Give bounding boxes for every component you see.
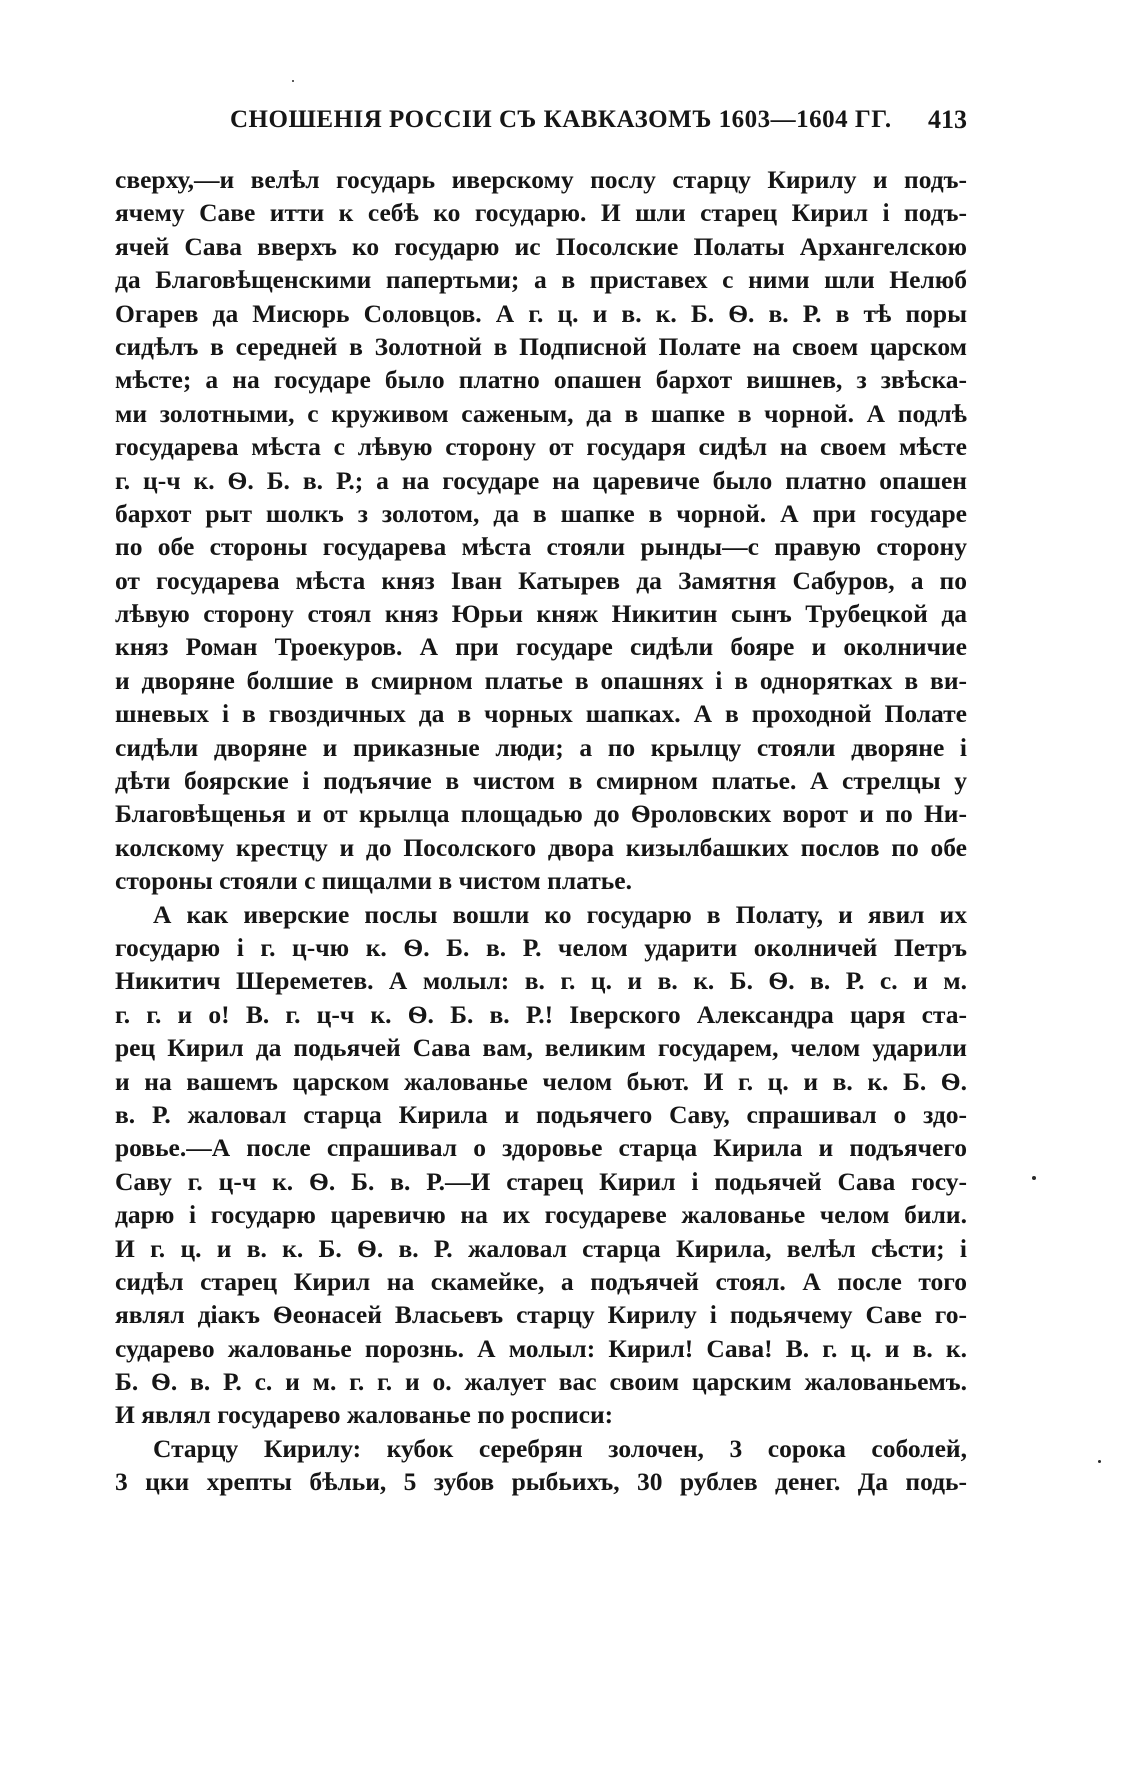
text-line: и дворяне болшие в смирном платье в опашнях і в однорятках в ви- bbox=[115, 665, 967, 695]
text-line: рец Кирил да подьячей Сава вам, великим государем, челом ударили bbox=[115, 1033, 967, 1063]
text-line: Огарев да Мисюрь Соловцов. А г. ц. и в. к. Б. Ѳ. в. Р. в тѣ поры bbox=[115, 298, 967, 328]
text-line: бархот рыт шолкъ з золотом, да в шапке в чорной. А при государе bbox=[115, 498, 967, 528]
text-line: и на вашемъ царском жалованье челом бьют. И г. ц. и в. к. Б. Ѳ. bbox=[115, 1066, 967, 1096]
text-line: 3 цки хрепты бѣльи, 5 зубов рыбьихъ, 30 рублев денег. Да подь- bbox=[115, 1467, 967, 1497]
scan-speck bbox=[292, 80, 294, 82]
text-line: А как иверские послы вошли ко государю в Полату, и явил их bbox=[153, 899, 967, 929]
text-line: ячей Сава вверхъ ко государю ис Посолские Полаты Архангелскою bbox=[115, 231, 967, 261]
text-line: сидѣли дворяне и приказные люди; а по крылцу стояли дворяне і bbox=[115, 732, 967, 762]
text-line: г. г. и о! В. г. ц-ч к. Ѳ. Б. в. Р.! Іверского Александра царя ста- bbox=[115, 999, 967, 1029]
text-line: И г. ц. и в. к. Б. Ѳ. в. Р. жаловал старца Кирила, велѣл сѣсти; і bbox=[115, 1233, 967, 1263]
text-line: княз Роман Троекуров. А при государе сидѣли бояре и околничие bbox=[115, 632, 967, 662]
text-line: ячему Саве итти к себѣ ко государю. И шли старец Кирил і подъ- bbox=[115, 198, 967, 228]
text-line: государева мѣста с лѣвую сторону от государя сидѣл на своем мѣсте bbox=[115, 432, 967, 462]
text-line: ровье.—А после спрашивал о здоровье старца Кирила и подъячего bbox=[115, 1133, 967, 1163]
running-head bbox=[115, 100, 967, 140]
text-line: Никитич Шереметев. А молыл: в. г. ц. и в. к. Б. Ѳ. в. Р. с. и м. bbox=[115, 966, 967, 996]
text-line: Саву г. ц-ч к. Ѳ. Б. в. Р.—И старец Кирил і подьячей Сава госу- bbox=[115, 1166, 967, 1196]
text-line: дѣти боярские і подъячие в чистом в смирном платье. А стрелцы у bbox=[115, 766, 967, 796]
text-line: государю і г. ц-чю к. Ѳ. Б. в. Р. челом ударити околничей Петръ bbox=[115, 932, 967, 962]
scan-speck bbox=[1098, 1460, 1101, 1463]
text-line: сидѣл старец Кирил на скамейке, а подъячей стоял. А после того bbox=[115, 1266, 967, 1296]
text-line: колскому крестцу и до Посолского двора кизылбашких послов по обе bbox=[115, 832, 967, 862]
page-number: 413 bbox=[928, 105, 967, 134]
text-line: являл діакъ Ѳеонасей Власьевъ старцу Кирилу і подьячему Саве го- bbox=[115, 1300, 967, 1330]
text-line: Старцу Кирилу: кубок серебрян золочен, 3 сорока соболей, bbox=[153, 1433, 967, 1463]
text-line: сверху,—и велѣл государь иверскому послу старцу Кирилу и подъ- bbox=[115, 165, 967, 194]
body-text bbox=[115, 163, 967, 1499]
text-line: сидѣлъ в середней в Золотной в Подписной Полате на своем царском bbox=[115, 331, 967, 361]
text-line: сударево жалованье порознь. А молыл: Кирил! Сава! В. г. ц. и в. к. bbox=[115, 1333, 967, 1363]
text-line: шневых і в гвоздичных да в чорных шапках. А в проходной Полате bbox=[115, 699, 967, 729]
text-line: ми золотными, с круживом саженым, да в шапке в чорной. А подлѣ bbox=[115, 398, 967, 428]
text-line: Б. Ѳ. в. Р. с. и м. г. г. и о. жалует вас своим царским жалованьемъ. bbox=[115, 1367, 967, 1397]
text-line: г. ц-ч к. Ѳ. Б. в. Р.; а на государе на царевиче было платно опашен bbox=[115, 465, 967, 495]
text-line: в. Р. жаловал старца Кирила и подьячего Саву, спрашивал о здо- bbox=[115, 1099, 967, 1129]
text-line: да Благовѣщенскими папертьми; а в приставех с ними шли Нелюб bbox=[115, 265, 967, 295]
running-head-title: СНОШЕНІЯ РОССІИ СЪ КАВКАЗОМЪ 1603—1604 ГГ. bbox=[230, 106, 892, 133]
text-line: мѣсте; а на государе было платно опашен бархот вишнев, з звѣска- bbox=[115, 365, 967, 395]
text-line: И являл государево жалованье по росписи: bbox=[115, 1400, 614, 1430]
text-line: по обе стороны государева мѣста стояли рынды—с правую сторону bbox=[115, 532, 967, 562]
scan-speck bbox=[1032, 1176, 1036, 1180]
text-line: стороны стояли с пищалми в чистом платье. bbox=[115, 866, 632, 896]
text-line: лѣвую сторону стоял княз Юрьи княж Никитин сынъ Трубецкой да bbox=[115, 599, 967, 629]
text-line: Благовѣщенья и от крылца площадью до Ѳроловских ворот и по Ни- bbox=[115, 799, 967, 829]
text-line: дарю і государю царевичю на их государеве жалованье челом били. bbox=[115, 1200, 967, 1230]
text-line: от государева мѣста княз Іван Катырев да Замятня Сабуров, а по bbox=[115, 565, 967, 595]
